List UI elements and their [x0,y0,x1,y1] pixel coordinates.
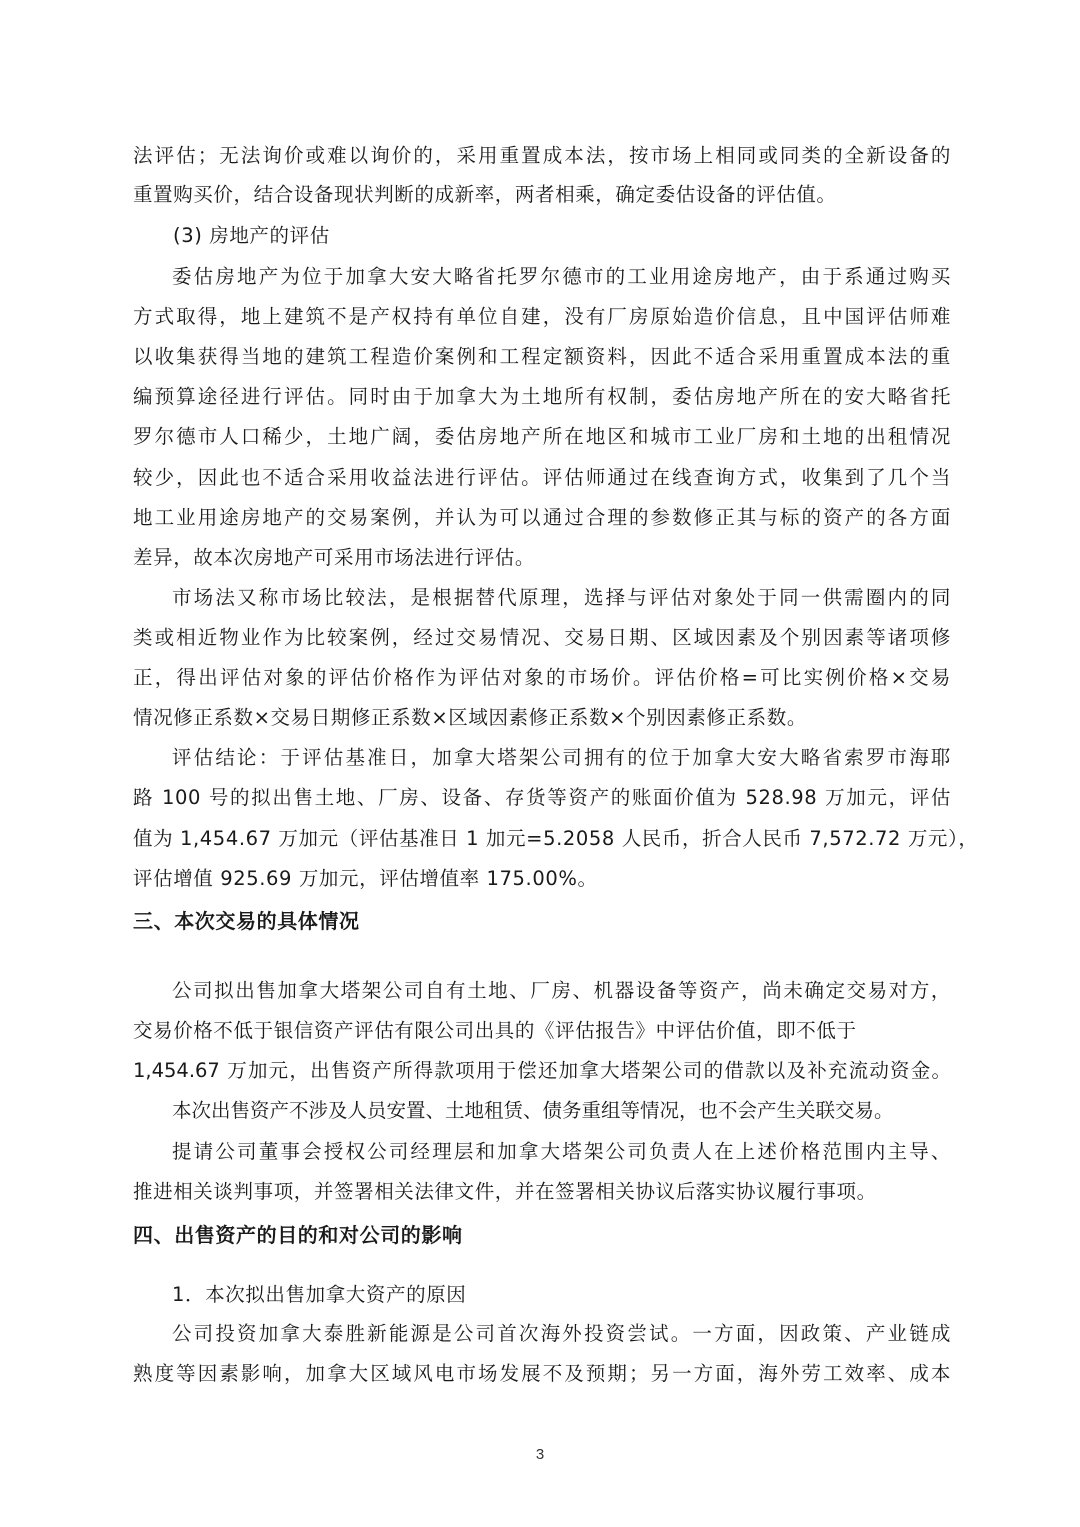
paragraph-line: 提请公司董事会授权公司经理层和加拿大塔架公司负责人在上述价格范围内主导、 [172,1140,951,1163]
paragraph-line: 情况修正系数×交易日期修正系数×区域因素修正系数×个别因素修正系数。 [133,706,807,729]
paragraph-line: 交易价格不低于银信资产评估有限公司出具的《评估报告》中评估价值，即不低于 [133,1019,857,1042]
paragraph-line: 较少，因此也不适合采用收益法进行评估。评估师通过在线查询方式，收集到了几个当 [133,466,951,489]
subsection-heading: 1．本次拟出售加拿大资产的原因 [172,1283,467,1306]
paragraph-line: 评估增值 925.69 万加元，评估增值率 175.00%。 [133,867,598,890]
paragraph-line: 市场法又称市场比较法，是根据替代原理，选择与评估对象处于同一供需圈内的同 [172,586,951,609]
paragraph-line: 值为 1,454.67 万加元（评估基准日 1 加元=5.2058 人民币，折合人民币 7,572.72 万元）， [133,827,979,850]
page-number: 3 [535,1446,545,1463]
paragraph-line: 法评估；无法询价或难以询价的，采用重置成本法，按市场上相同或同类的全新设备的 [133,144,951,167]
paragraph-line: 地工业用途房地产的交易案例，并认为可以通过合理的参数修正其与标的资产的各方面 [133,506,951,529]
paragraph-line: 公司拟出售加拿大塔架公司自有土地、厂房、机器设备等资产，尚未确定交易对方， [172,979,951,1002]
subsection-heading: (3) 房地产的评估 [173,224,330,247]
paragraph-line: 编预算途径进行评估。同时由于加拿大为土地所有权制，委估房地产所在的安大略省托 [133,385,951,408]
paragraph-line: 重置购买价，结合设备现状判断的成新率，两者相乘，确定委估设备的评估值。 [133,183,837,206]
paragraph-line: 公司投资加拿大泰胜新能源是公司首次海外投资尝试。一方面，因政策、产业链成 [172,1322,951,1345]
paragraph-line: 以收集获得当地的建筑工程造价案例和工程定额资料，因此不适合采用重置成本法的重 [133,345,951,368]
section-heading: 四、出售资产的目的和对公司的影响 [133,1223,463,1247]
paragraph-line: 1,454.67 万加元，出售资产所得款项用于偿还加拿大塔架公司的借款以及补充流动资金。 [133,1059,951,1082]
paragraph-line: 推进相关谈判事项，并签署相关法律文件，并在签署相关协议后落实协议履行事项。 [133,1180,877,1203]
paragraph-line: 方式取得，地上建筑不是产权持有单位自建，没有厂房原始造价信息，且中国评估师难 [133,305,951,328]
paragraph-line: 路 100 号的拟出售土地、厂房、设备、存货等资产的账面价值为 528.98 万加元，评估 [133,786,951,809]
paragraph-line: 评估结论：于评估基准日，加拿大塔架公司拥有的位于加拿大安大略省索罗市海耶 [172,746,951,769]
paragraph-line: 正，得出评估对象的评估价格作为评估对象的市场价。评估价格=可比实例价格×交易 [133,666,951,689]
paragraph-line: 类或相近物业作为比较案例，经过交易情况、交易日期、区域因素及个别因素等诸项修 [133,626,951,649]
paragraph-line: 差异，故本次房地产可采用市场法进行评估。 [133,546,536,569]
paragraph-line: 熟度等因素影响，加拿大区域风电市场发展不及预期；另一方面，海外劳工效率、成本 [133,1362,951,1385]
paragraph-line: 本次出售资产不涉及人员安置、土地租赁、债务重组等情况，也不会产生关联交易。 [172,1099,894,1122]
section-heading: 三、本次交易的具体情况 [133,909,360,933]
paragraph-line: 罗尔德市人口稀少，土地广阔，委估房地产所在地区和城市工业厂房和土地的出租情况 [133,425,951,448]
paragraph-line: 委估房地产为位于加拿大安大略省托罗尔德市的工业用途房地产，由于系通过购买 [172,265,951,288]
